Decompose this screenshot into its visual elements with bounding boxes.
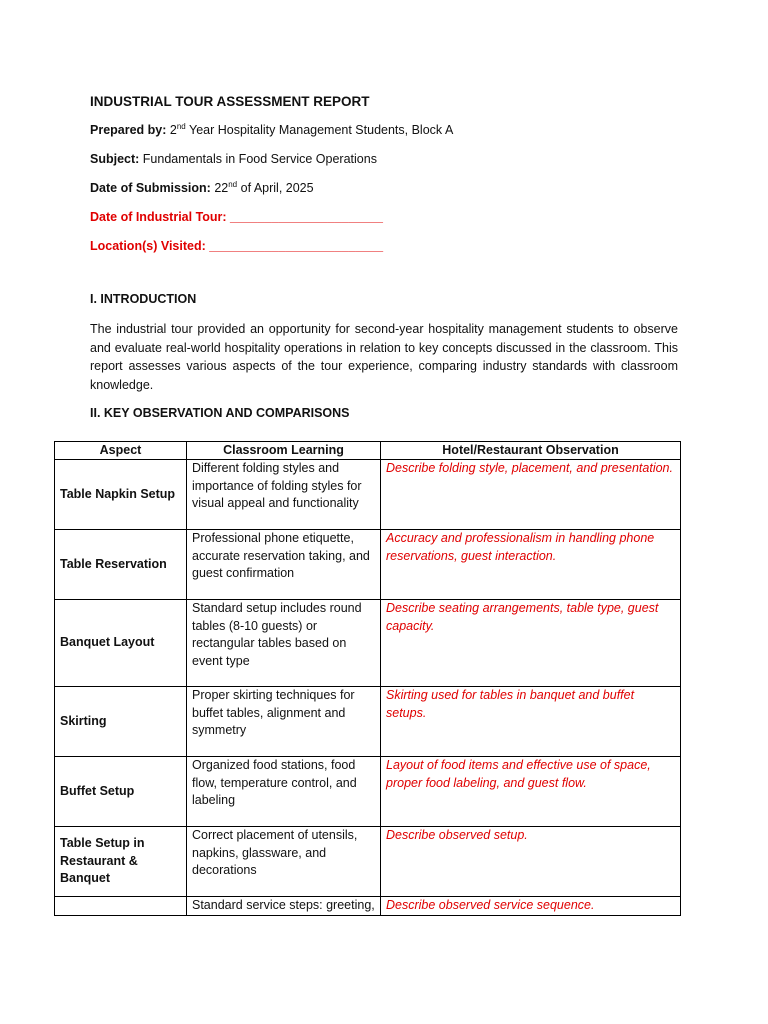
observation-cell: Skirting used for tables in banquet and buffet setups. xyxy=(381,687,681,757)
prepared-by-value: Year Hospitality Management Students, Block A xyxy=(185,123,454,137)
observations-table xyxy=(54,441,681,916)
introduction-heading: I. INTRODUCTION xyxy=(90,292,197,306)
classroom-cell: Standard setup includes round tables (8-10 guests) or rectangular tables based on event type xyxy=(187,600,381,687)
submission-day: 22 xyxy=(214,181,229,195)
locations-field: Location(s) Visited: _________________________ xyxy=(90,239,384,253)
table-row xyxy=(55,757,681,827)
tour-date-field: Date of Industrial Tour: ______________________ xyxy=(90,210,383,224)
table-row xyxy=(55,600,681,687)
submission-line xyxy=(90,181,678,196)
table-row xyxy=(55,827,681,897)
aspect-cell xyxy=(55,897,187,916)
observation-cell: Layout of food items and effective use of space, proper food labeling, and guest flow. xyxy=(381,757,681,827)
aspect-cell: Buffet Setup xyxy=(55,757,187,827)
prepared-by-label: Prepared by: xyxy=(90,123,167,137)
report-title: INDUSTRIAL TOUR ASSESSMENT REPORT xyxy=(90,94,370,109)
table-row xyxy=(55,530,681,600)
classroom-cell: Correct placement of utensils, napkins, glassware, and decorations xyxy=(187,827,381,897)
classroom-cell: Standard service steps: greeting, xyxy=(187,897,381,916)
classroom-cell: Proper skirting techniques for buffet tables, alignment and symmetry xyxy=(187,687,381,757)
column-header-aspect: Aspect xyxy=(55,442,187,460)
observations-heading: II. KEY OBSERVATION AND COMPARISONS xyxy=(90,406,350,420)
table-row xyxy=(55,687,681,757)
classroom-cell: Organized food stations, food flow, temperature control, and labeling xyxy=(187,757,381,827)
table-row xyxy=(55,897,681,916)
table-row xyxy=(55,460,681,530)
submission-ordinal: nd xyxy=(228,179,238,189)
prepared-by-year: 2 xyxy=(169,123,177,137)
observation-cell: Describe folding style, placement, and presentation. xyxy=(381,460,681,530)
report-header xyxy=(90,94,678,432)
prepared-by-line xyxy=(90,123,678,138)
submission-label: Date of Submission: xyxy=(90,181,211,195)
submission-value: of April, 2025 xyxy=(237,181,314,195)
column-header-observation: Hotel/Restaurant Observation xyxy=(381,442,681,460)
observation-cell: Describe observed setup. xyxy=(381,827,681,897)
column-header-classroom: Classroom Learning xyxy=(187,442,381,460)
introduction-paragraph: The industrial tour provided an opportunity for second-year hospitality management students to observe and evaluate real-world hospitality operations in relation to key concepts discussed in the classroom. This report assesses various aspects of the tour experience, comparing industry standards with classroom knowledge. xyxy=(90,322,678,392)
aspect-cell: Table Setup in Restaurant & Banquet xyxy=(55,827,187,897)
aspect-cell: Table Napkin Setup xyxy=(55,460,187,530)
subject-value: Fundamentals in Food Service Operations xyxy=(142,152,377,166)
aspect-cell: Table Reservation xyxy=(55,530,187,600)
prepared-by-ordinal: nd xyxy=(176,121,186,131)
observation-cell: Describe seating arrangements, table type, guest capacity. xyxy=(381,600,681,687)
aspect-cell: Banquet Layout xyxy=(55,600,187,687)
classroom-cell: Different folding styles and importance of folding styles for visual appeal and functionality xyxy=(187,460,381,530)
aspect-cell: Skirting xyxy=(55,687,187,757)
subject-line xyxy=(90,152,678,167)
classroom-cell: Professional phone etiquette, accurate reservation taking, and guest confirmation xyxy=(187,530,381,600)
observation-cell: Describe observed service sequence. xyxy=(381,897,681,916)
observation-cell: Accuracy and professionalism in handling phone reservations, guest interaction. xyxy=(381,530,681,600)
subject-label: Subject: xyxy=(90,152,140,166)
table-header-row xyxy=(55,442,681,460)
